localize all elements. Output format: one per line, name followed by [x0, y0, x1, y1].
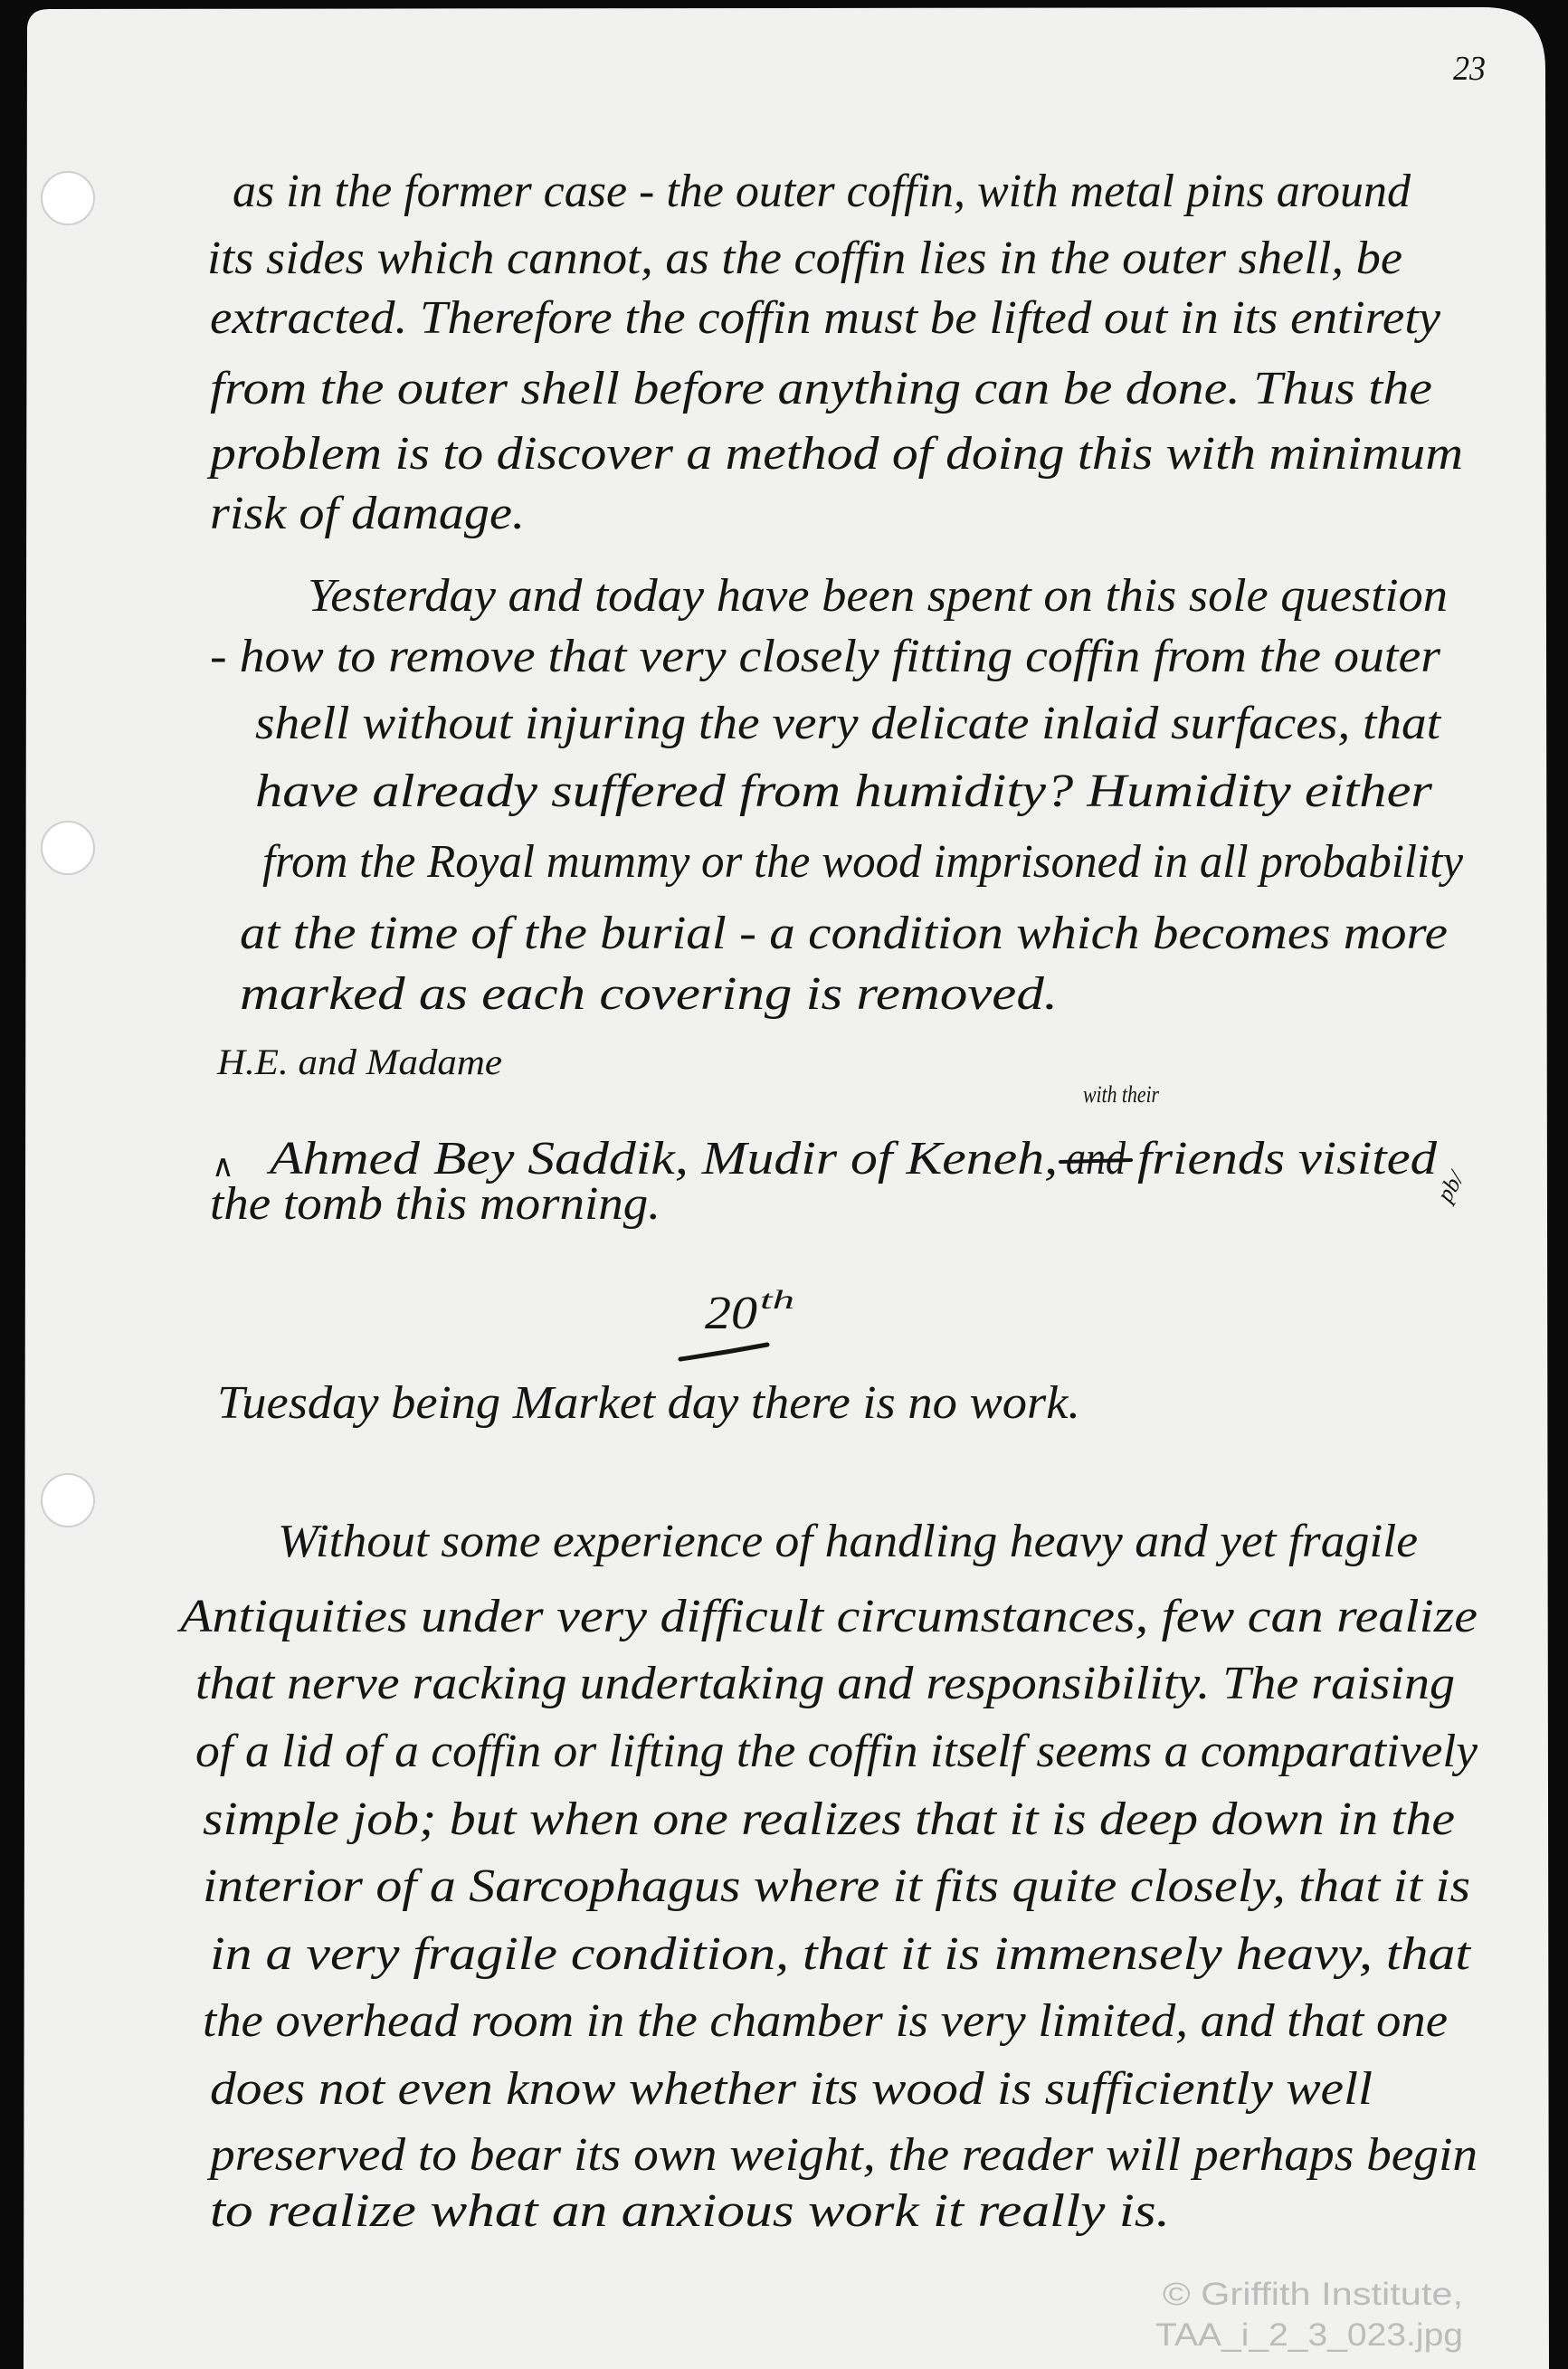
entry-line: problem is to discover a method of doing this with minimum	[205, 428, 1463, 480]
paragraph-line: simple job; but when one realizes that it is deep down in the	[203, 1793, 1455, 1845]
struck-word: and	[1066, 1133, 1126, 1184]
entry-line: shell without injuring the very delicate inlaid surfaces, that	[255, 698, 1442, 749]
strike-through	[1060, 1160, 1131, 1162]
entry-line: Yesterday and today have been spent on this sole question	[308, 570, 1448, 622]
entry-line: marked as each covering is removed.	[240, 968, 1058, 1020]
visit-line-continuation: the tomb this morning.	[210, 1178, 660, 1230]
paragraph-line: to realize what an anxious work it really is.	[210, 2185, 1170, 2237]
interlinear-insertion: with their	[1083, 1081, 1160, 1108]
punch-hole	[42, 172, 94, 224]
watermark-filename: TAA_i_2_3_023.jpg	[1155, 2317, 1463, 2353]
date-number: 20	[705, 1288, 757, 1339]
entry-line: from the Royal mummy or the wood imprisoned in all probability	[262, 836, 1464, 888]
insertion-text: H.E. and Madame	[215, 1042, 502, 1082]
entry-line: - how to remove that very closely fitting coffin from the outer	[210, 631, 1441, 682]
date-suffix: th	[760, 1285, 794, 1315]
punch-hole	[42, 1474, 94, 1527]
punch-hole	[42, 822, 94, 874]
visit-line-end: friends visited	[1137, 1133, 1439, 1184]
paragraph-line: Without some experience of handling heavy and yet fragile	[278, 1516, 1418, 1567]
visit-line-start: Ahmed Bey Saddik, Mudir of Keneh,	[266, 1133, 1058, 1184]
entry-line: Tuesday being Market day there is no work.	[217, 1377, 1080, 1429]
paragraph	[177, 1516, 1478, 2237]
entry-line: risk of damage.	[210, 488, 525, 539]
paragraph-line: that nerve racking undertaking and responsibility. The raising	[195, 1658, 1455, 1709]
insertion-caret: ∧	[212, 1150, 234, 1184]
entry-line: at the time of the burial - a condition which becomes more	[240, 908, 1448, 959]
paragraph-line: preserved to bear its own weight, the reader will perhaps begin	[205, 2129, 1478, 2181]
entry-line: as in the former case - the outer coffin, with metal pins around	[233, 166, 1411, 217]
entry-line: from the outer shell before anything can be done. Thus the	[210, 363, 1432, 414]
watermark-credit: © Griffith Institute,	[1163, 2277, 1463, 2312]
paragraph-line: the overhead room in the chamber is very limited, and that one	[203, 1995, 1448, 2047]
entry-line: its sides which cannot, as the coffin lies in the outer shell, be	[207, 233, 1402, 284]
paragraph-line: interior of a Sarcophagus where it fits quite closely, that it is	[203, 1860, 1471, 1912]
margin-initials: pb/	[1431, 1166, 1469, 1206]
page-number: 23	[1453, 50, 1486, 88]
paragraph-line: does not even know whether its wood is sufficiently well	[210, 2063, 1373, 2115]
paragraph-line: of a lid of a coffin or lifting the coffin itself seems a comparatively	[195, 1726, 1478, 1777]
entry-line: extracted. Therefore the coffin must be lifted out in its entirety	[210, 292, 1441, 344]
paragraph-line: in a very fragile condition, that it is immensely heavy, that	[210, 1928, 1472, 1980]
entry-line: have already suffered from humidity? Humidity either	[255, 766, 1433, 817]
paragraph-line: Antiquities under very difficult circumstances, few can realize	[176, 1591, 1478, 1642]
